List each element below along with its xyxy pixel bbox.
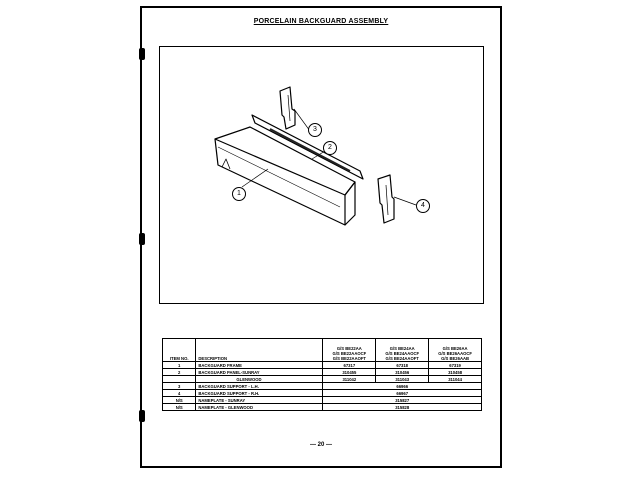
- item-number: 2: [163, 369, 196, 376]
- callout-2: 2: [323, 141, 337, 155]
- model-number: G/S BE26AA: [442, 346, 468, 351]
- part-description: BACKGUARD SUPPORT - R.H.: [196, 390, 323, 397]
- part-description: BACKGUARD PANEL-SUNRAY: [196, 369, 323, 376]
- header-description: DESCRIPTION: [196, 339, 323, 362]
- part-number: 67318: [376, 362, 429, 369]
- part-number: 310456: [376, 369, 429, 376]
- page-title: PORCELAIN BACKGUARD ASSEMBLY: [253, 18, 389, 25]
- model-number: G/S BE26AAOCF: [438, 351, 472, 356]
- page-number: — 20 —: [309, 442, 332, 448]
- part-number: 66966: [323, 383, 482, 390]
- table-header-row: [163, 339, 482, 362]
- table-row: [163, 362, 482, 369]
- part-number: 311042: [323, 376, 376, 383]
- model-number: G/S BE26AAB: [441, 356, 470, 361]
- part-number: 66967: [323, 390, 482, 397]
- item-number: 4: [163, 390, 196, 397]
- assembly-drawing: [160, 47, 482, 302]
- document-page: [140, 6, 502, 468]
- item-number: N/S: [163, 404, 196, 411]
- part-number: 311044: [429, 376, 482, 383]
- callout-4: 4: [416, 199, 430, 213]
- part-description: NAMEPLATE - SUNRAY: [196, 397, 323, 404]
- callout-1: 1: [232, 187, 246, 201]
- table-row: [163, 397, 482, 404]
- header-item-no: ITEM NO.: [163, 339, 196, 362]
- header-model-group-1: [323, 339, 376, 362]
- binder-hole: [139, 48, 145, 60]
- model-number: G/S BE24AA: [389, 346, 415, 351]
- model-number: G/S BE22AAOCF: [332, 351, 367, 356]
- part-description: BACKGUARD SUPPORT - L.H.: [196, 383, 323, 390]
- header-model-group-2: [376, 339, 429, 362]
- model-number: G/S BE22AA: [336, 346, 362, 351]
- binder-hole: [139, 233, 145, 245]
- header-model-group-3: [429, 339, 482, 362]
- part-number: 67317: [323, 362, 376, 369]
- item-number: [163, 376, 196, 383]
- table-row: [163, 376, 482, 383]
- part-number: 315827: [323, 397, 482, 404]
- table-row: [163, 369, 482, 376]
- part-description: GLENWOOD: [196, 376, 323, 383]
- part-number: 67319: [429, 362, 482, 369]
- table-row: [163, 383, 482, 390]
- model-number: G/S BE24AAOCF: [385, 351, 420, 356]
- exploded-parts-diagram: [159, 46, 484, 304]
- part-description: BACKGUARD FRAME: [196, 362, 323, 369]
- parts-table: [162, 338, 482, 411]
- item-number: 3: [163, 383, 196, 390]
- model-number: G/S BE24AAOFT: [385, 356, 419, 361]
- item-number: N/S: [163, 397, 196, 404]
- callout-3: 3: [308, 123, 322, 137]
- item-number: 1: [163, 362, 196, 369]
- table-row: [163, 404, 482, 411]
- part-number: 310458: [429, 369, 482, 376]
- model-number: G/S BE22AAOFT: [332, 356, 366, 361]
- part-number: 311043: [376, 376, 429, 383]
- part-description: NAMEPLATE - GLENWOOD: [196, 404, 323, 411]
- table-row: [163, 390, 482, 397]
- binder-hole: [139, 410, 145, 422]
- part-number: 310455: [323, 369, 376, 376]
- part-number: 315828: [323, 404, 482, 411]
